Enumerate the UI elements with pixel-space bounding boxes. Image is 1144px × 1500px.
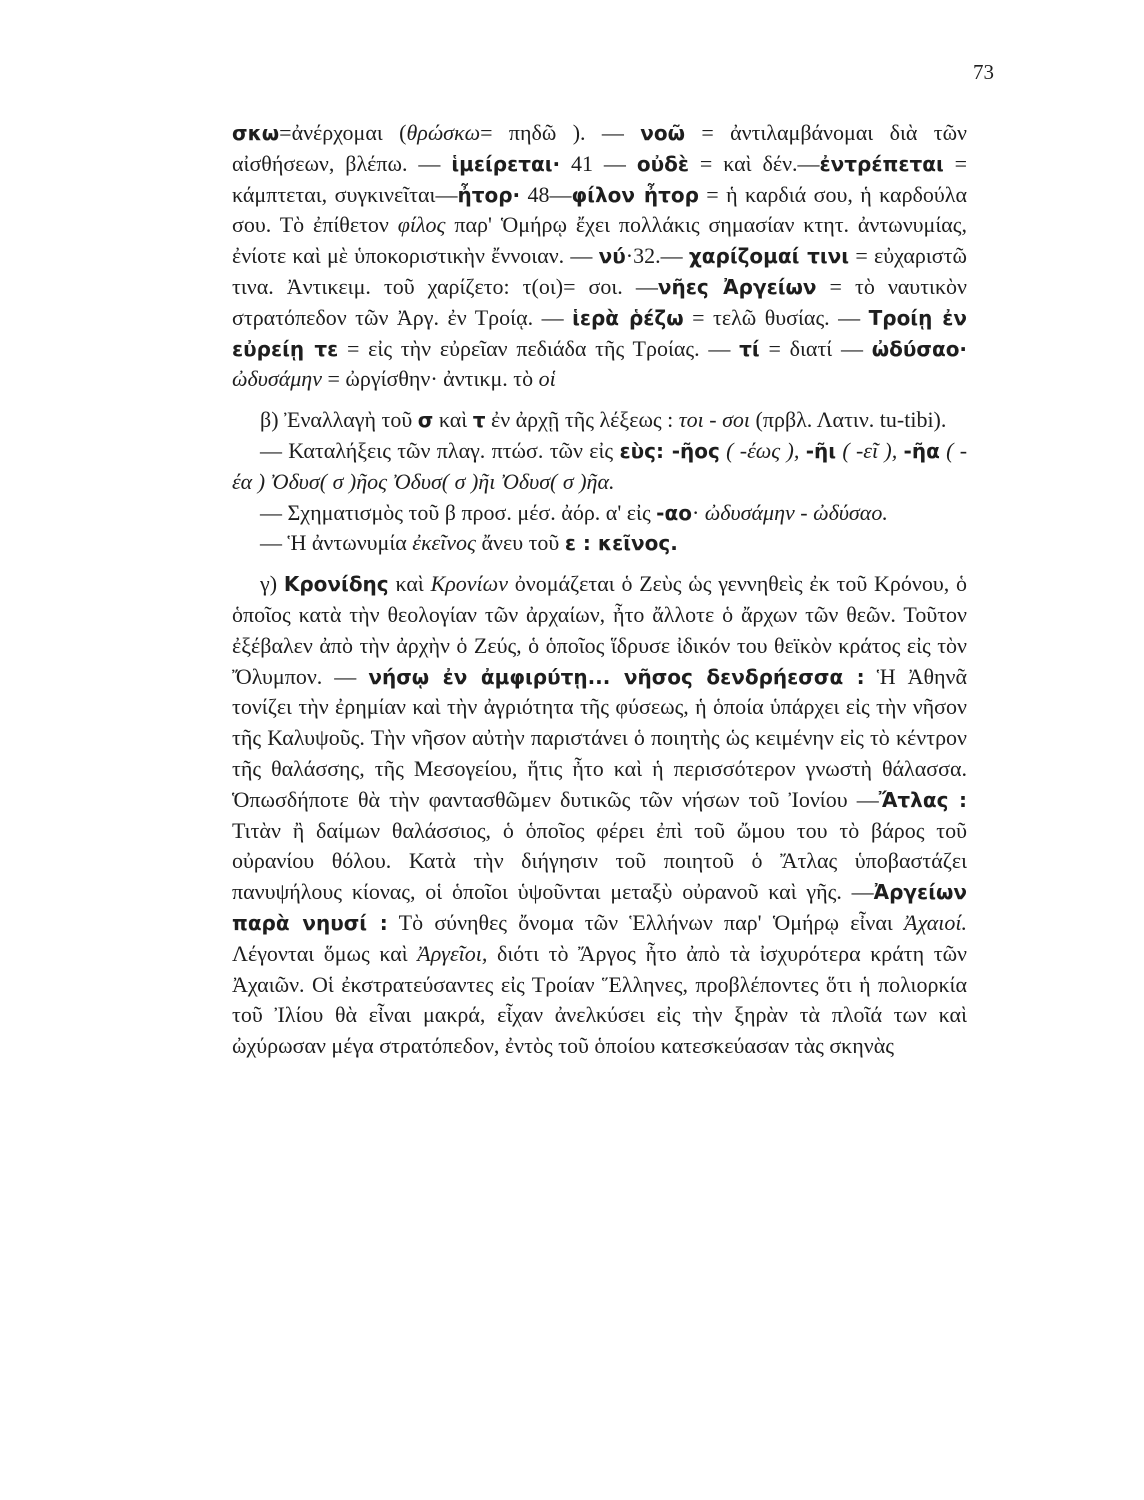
lemma-term: ἐντρέπεται	[819, 151, 944, 176]
lemma-term: Ἀργείων παρὰ νηυσί :	[232, 880, 967, 935]
lemma-term: ἦτορ·	[457, 182, 521, 207]
grammar-note-aorist: — Σχηματισμὸς τοῦ β προσ. μέσ. ἀόρ. α' εἰς -αο· ὠδυσάμην - ὠδύσαο.	[260, 499, 888, 525]
lemma-term: νύ	[598, 244, 626, 269]
lemma-term: ἱμείρεται·	[451, 151, 561, 176]
lemma-term: νῆες Ἀργείων	[657, 274, 817, 299]
lemma-term: φίλον ἦτορ	[571, 182, 699, 207]
lemma-term: Κρονίδης	[283, 572, 389, 597]
grammar-note-endings: — Καταλήξεις τῶν πλαγ. πτώσ. τῶν εἰς εὺς: -ῆος ( -έως ), -ῆι ( -εῖ ), -ῆα ( -έα ) Ὀδυσ( σ )ῆος Ὀδυσ( σ )ῆι Ὀδυσ( σ )ῆα.	[232, 437, 968, 494]
lemma-term: Ἄτλας :	[878, 787, 967, 812]
lemma-term: νοῶ	[640, 121, 685, 145]
lemma-term: σκω	[232, 121, 280, 145]
lemma-term: νήσῳ ἐν ἀμφιρύτῃ... νῆσος δενδρήεσσα :	[368, 664, 865, 689]
lemma-term: χαρίζομαί τινι	[688, 244, 850, 269]
lemma-term: ὠδύσαο·	[871, 336, 968, 361]
lemma-term: οὐδὲ	[636, 151, 689, 176]
grammar-note-pronoun: — Ἡ ἀντωνυμία ἐκεῖνος ἄνευ τοῦ ε : κεῖνος.	[260, 530, 678, 556]
commentary-text	[232, 118, 967, 1062]
lemma-term: Τροίῃ ἐν εὐρείῃ τε	[232, 305, 968, 361]
grammar-note-b: β) Ἐναλλαγὴ τοῦ σ καὶ τ ἐν ἀρχῇ τῆς λέξεως : τοι - σοι (πρβλ. Λατιν. tu-tibi).	[260, 407, 947, 433]
lemma-term: ἱερὰ ῥέζω	[572, 305, 684, 330]
commentary-section-c: γ) Κρονίδης καὶ Κρονίων ὀνομάζεται ὁ Ζεὺς ὡς γεννηθεὶς ἐκ τοῦ Κρόνου, ὁ ὁποῖος κατὰ τὴν θεολογίαν τῶν ἀρχαίων, ἦτο ἄλλοτε ὁ ἄρχων τῶν θεῶν. Τοῦτον ἐξέβαλεν ἀπὸ τὴν ἀρχὴν ὁ Ζεύς, ὁ ὁποῖος ἵδρυσε ἰδικόν του θεϊκὸν κράτος εἰς τὸν Ὄλυμπον. — νήσῳ ἐν ἀμφιρύτῃ... νῆσος δενδρήεσσα : Ἡ Ἀθηνᾶ τονίζει τὴν ἐρημίαν καὶ τὴν ἀγριότητα τῆς φύσεως, ἡ ὁποία ὑπάρχει εἰς τὴν νῆσον τῆς Καλυψοῦς. Τὴν νῆσον αὐτὴν παριστάνει ὁ ποιητὴς ὡς κειμένην εἰς τὸ κέντρον τῆς θαλάσσης, τῆς Μεσογείου, ἥτις ἦτο καὶ ἡ περισσότερον γνωστὴ θάλασσα. Ὁπωσδήποτε θὰ τὴν φαντασθῶμεν δυτικῶς τῶν νήσων τοῦ Ἰονίου —Ἄτλας : Τιτὰν ἢ δαίμων θαλάσσιος, ὁ ὁποῖος φέρει ἐπὶ τοῦ ὤμου του τὸ βάρος τοῦ οὐρανίου θόλου. Κατὰ τὴν διήγησιν τοῦ ποιητοῦ ὁ Ἄτλας ὑποβαστάζει πανυψήλους κίονας, οἱ ὁποῖοι ὑψοῦνται μεταξὺ οὐρανοῦ καὶ γῆς. —Ἀργείων παρὰ νηυσί : Τὸ σύνηθες ὄνομα τῶν Ἑλλήνων παρ' Ὁμήρῳ εἶναι Ἀχαιοί. Λέγονται ὅμως καὶ Ἀργεῖοι, διότι τὸ Ἄργος ἦτο ἀπὸ τὰ ἰσχυρότερα κράτη τῶν Ἀχαιῶν. Οἱ ἐκστρατεύσαντες εἰς Τροίαν Ἕλληνες, προβλέποντες ὅτι ἡ πολιορκία τοῦ Ἰλίου θὰ εἶναι μακρά, εἶχαν ἀνελκύσει εἰς τὴν ξηρὰν τὰ πλοῖά των καὶ ὠχύρωσαν μέγα στρατόπεδον, ἐντὸς τοῦ ὁποίου κατεσκεύασαν τὰς σκηνὰς	[232, 571, 968, 1059]
lemma-term: τί	[739, 336, 760, 361]
gloss-paragraph-1: σκω=ἀνέρχομαι (θρώσκω= πηδῶ ). — νοῶ = ἀντιλαμβάνομαι διὰ τῶν αἰσθήσεων, βλέπω. — ἱμείρεται· 41 — οὐδὲ = καὶ δέν.—ἐντρέπεται = κάμπτεται, συγκινεῖται—ἦτορ· 48—φίλον ἦτορ = ἡ καρδιά σου, ἡ καρδούλα σου. Τὸ ἐπίθετον φίλος παρ' Ὁμήρῳ ἔχει πολλάκις σημασίαν κτητ. ἀντωνυμίας, ἐνίοτε καὶ μὲ ὑποκοριστικὴν ἔννοιαν. — νύ·32.— χαρίζομαί τινι = εὐχαριστῶ τινα. Ἀντικειμ. τοῦ χαρίζετο: τ(οι)= σοι. —νῆες Ἀργείων = τὸ ναυτικὸν στρατόπεδον τῶν Ἀργ. ἐν Τροίᾳ. — ἱερὰ ῥέζω = τελῶ θυσίας. — Τροίῃ ἐν εὐρείῃ τε = εἰς τὴν εὐρεῖαν πεδιάδα τῆς Τροίας. — τί = διατί — ὠδύσαο· ὠδυσάμην = ὠργίσθην· ἀντικμ. τὸ οἱ	[232, 120, 968, 392]
page-number: 73	[973, 60, 994, 84]
